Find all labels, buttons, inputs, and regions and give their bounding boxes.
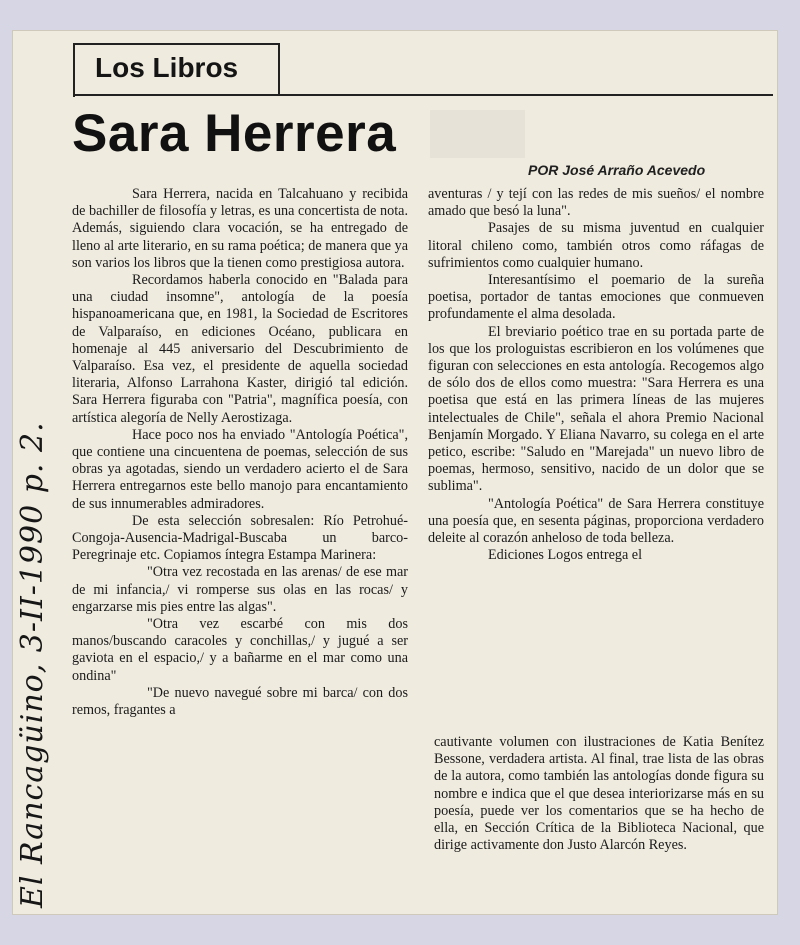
article-byline: POR José Arraño Acevedo [528, 162, 706, 178]
paragraph: Sara Herrera, nacida en Talcahuano y recibida de bachiller de filosofía y letras, es una concertista de nota. Además, siguiendo clara vocación, se ha entregado de lleno al arte literario, en su rama poética; de manera que ya son varios los libros que la tienen como prestigiosa autora. [72, 186, 408, 271]
poem-stanza: "Otra vez recostada en las arenas/ de ese mar de mi infancia,/ vi romperse sus olas en las rocas/ y engarzarse mis pies entre las algas". [72, 564, 408, 615]
paragraph: Hace poco nos ha enviado "Antología Poética", que contiene una cincuentena de poemas, selección de sus obras ya agotadas, siendo un verdadero acierto el de Sara Herrera entregarnos este bello manojo para encantamiento de sus innumerables admiradores. [72, 426, 408, 512]
article-title: Sara Herrera [72, 104, 397, 163]
photo-placeholder [430, 110, 525, 158]
section-frame-divider [278, 43, 280, 95]
article-right-column [428, 186, 764, 564]
poem-stanza: "Otra vez escarbé con mis dos manos/buscando caracoles y conchillas,/ y jugué a ser gaviota en el espacio,/ y a bañarme en el mar como una ondina" [72, 616, 408, 684]
section-label: Los Libros [95, 52, 239, 83]
poem-stanza: aventuras / y tejí con las redes de mis sueños/ el nombre amado que besó la luna". [428, 186, 764, 220]
paragraph: cautivante volumen con ilustraciones de Katia Benítez Bessone, verdadera artista. Al final, trae lista de las obras de la autora, como también las antologías donde figura su nombre e indica que el que desea interiorizarse más en su poesía, puede ver los comentarios que se ha hecho de ella, en Sección Crítica de la Biblioteca Nacional, que dirige activamente don Justo Alarcón Reyes. [434, 734, 764, 854]
article-right-column-continued [434, 734, 764, 854]
paragraph: Interesantísimo el poemario de la sureña poetisa, portador de tantas emociones que conmueven profundamente el alma desolada. [428, 272, 764, 323]
paragraph: Ediciones Logos entrega el [488, 547, 643, 564]
paragraph: Pasajes de su misma juventud en cualquier litoral chileno como, también otros como ráfagas de sufrimientos como cualquier humano. [428, 220, 764, 271]
poem-stanza: "De nuevo navegué sobre mi barca/ con dos remos, fragantes a [72, 684, 408, 719]
paragraph: "Antología Poética" de Sara Herrera constituye una poesía que, en sesenta páginas, proporciona verdadero deleite al corazón anheloso de toda belleza. [428, 495, 764, 547]
paragraph: El breviario poético trae en su portada parte de los que los prologuistas escribieron en los volúmenes que figuran con selecciones en esta antología. Recogemos algo de sólo dos de ellos como muestra: "Sara Herrera es una poetisa que está en las primera líneas de las mujeres intelectuales de Chile", señala el ahora Premio Nacional Benjamín Morgado. Y Eliana Navarro, su colega en el arte petico, escribe: "Saludo en "Marejada" un nuevo libro de poemas, hermoso, sensitivo, nacido de un dolor que se sublima". [428, 323, 764, 495]
handwritten-source-note: El Rancagüino, 3-II-1990 p. 2. [15, 421, 50, 908]
paragraph: De esta selección sobresalen: Río Petrohué-Congoja-Ausencia-Madrigal-Buscaba un barco-Peregrinaje etc. Copiamos íntegra Estampa Marinera: [72, 512, 408, 564]
article-left-column [72, 186, 408, 719]
paragraph: Recordamos haberla conocido en "Balada para una ciudad insomne", antología de la poesía hispanoamericana que, en 1981, la Sociedad de Escritores de Valparaíso, en ediciones Océano, publicara en homenaje al 445 aniversario del Descubrimiento de Valparaíso. Esa vez, el presidente de aquella sociedad literaria, Alfonso Larrahona Kaster, dirigió tal edición. Sara Herrera figuraba con "Patria", magnífica poesía, con artística alegoría de Nelly Aerostizaga. [72, 272, 408, 426]
section-underline [73, 94, 773, 96]
